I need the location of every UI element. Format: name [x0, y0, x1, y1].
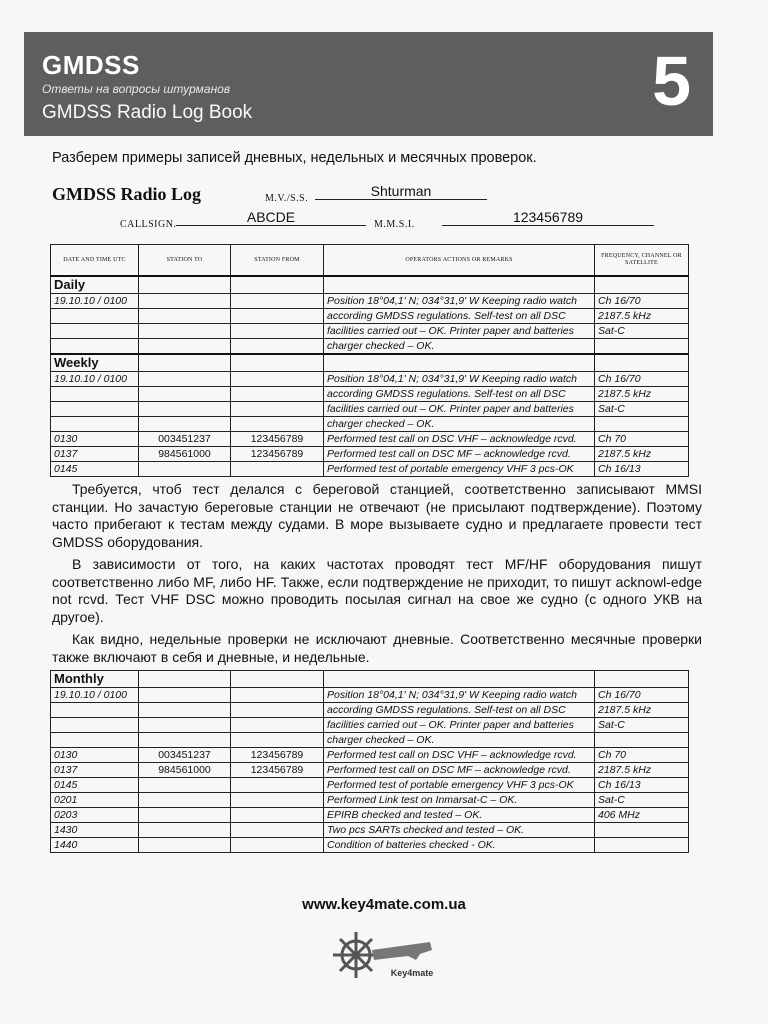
cell-frequency — [595, 823, 689, 838]
cell-date: 0201 — [51, 793, 139, 808]
table-row — [51, 339, 689, 355]
cell-station-from: 123456789 — [231, 432, 324, 447]
cell-date: 19.10.10 / 0100 — [51, 372, 139, 387]
table-row — [51, 823, 689, 838]
cell-remarks: Performed test of portable emergency VHF 3 pcs-OK — [324, 778, 595, 793]
table-row — [51, 748, 689, 763]
cell-frequency: 2187.5 kHz — [595, 387, 689, 402]
cell-frequency: 2187.5 kHz — [595, 309, 689, 324]
table-row — [51, 688, 689, 703]
cell-station-from — [231, 462, 324, 477]
cell-frequency: Sat-C — [595, 402, 689, 417]
cell-frequency: Ch 70 — [595, 748, 689, 763]
cell-frequency: Ch 16/13 — [595, 778, 689, 793]
cell-station-from — [231, 372, 324, 387]
cell-station-to — [139, 387, 231, 402]
cell-frequency: 406 MHz — [595, 808, 689, 823]
col-station-from: STATION FROM — [231, 245, 324, 277]
cell-remarks: EPIRB checked and tested – OK. — [324, 808, 595, 823]
cell-remarks: Performed test call on DSC VHF – acknowledge rcvd. — [324, 432, 595, 447]
cell-station-to: 984561000 — [139, 447, 231, 462]
cell-date: 1440 — [51, 838, 139, 853]
callsign-value: ABCDE — [176, 209, 366, 226]
cell-station-from — [231, 808, 324, 823]
cell-frequency — [595, 838, 689, 853]
cell-frequency — [595, 733, 689, 748]
cell-date: 0145 — [51, 778, 139, 793]
table-row — [51, 372, 689, 387]
cell-remarks: Performed test call on DSC MF – acknowledge rcvd. — [324, 763, 595, 778]
log-title: GMDSS Radio Log — [52, 184, 202, 204]
cell-station-from — [231, 417, 324, 432]
chapter-number: 5 — [652, 42, 691, 120]
cell-frequency: 2187.5 kHz — [595, 703, 689, 718]
log-table-monthly — [50, 670, 689, 853]
table-row — [51, 763, 689, 778]
cell-station-from: 123456789 — [231, 748, 324, 763]
cell-remarks: Position 18°04,1' N; 034°31,9' W Keeping radio watch — [324, 372, 595, 387]
cell-station-to: 984561000 — [139, 763, 231, 778]
table-header-row — [51, 245, 689, 277]
cell-station-to — [139, 372, 231, 387]
cell-frequency: 2187.5 kHz — [595, 763, 689, 778]
cell-station-from — [231, 688, 324, 703]
cell-station-to — [139, 339, 231, 355]
section-label: Weekly — [51, 354, 139, 372]
cell-date — [51, 417, 139, 432]
cell-station-from — [231, 838, 324, 853]
cell-date — [51, 733, 139, 748]
cell-station-from — [231, 294, 324, 309]
cell-date: 1430 — [51, 823, 139, 838]
cell-station-to — [139, 808, 231, 823]
col-frequency: FREQUENCY, CHANNEL OR SATELLITE — [595, 245, 689, 277]
mvss-label: M.V./S.S. — [265, 193, 309, 204]
cell-station-from: 123456789 — [231, 763, 324, 778]
cell-station-to — [139, 793, 231, 808]
cell-remarks: according GMDSS regulations. Self-test on all DSC — [324, 309, 595, 324]
cell-frequency: Sat-C — [595, 324, 689, 339]
table-row — [51, 309, 689, 324]
website-url: www.key4mate.com.ua — [302, 896, 466, 913]
cell-station-to — [139, 733, 231, 748]
key4mate-logo — [322, 920, 442, 990]
cell-remarks: facilities carried out – OK. Printer paper and batteries — [324, 402, 595, 417]
table-row — [51, 808, 689, 823]
key-icon — [372, 942, 432, 960]
cell-remarks: Position 18°04,1' N; 034°31,9' W Keeping radio watch — [324, 294, 595, 309]
table-row — [51, 402, 689, 417]
cell-station-to: 003451237 — [139, 432, 231, 447]
cell-remarks: Performed test call on DSC VHF – acknowledge rcvd. — [324, 748, 595, 763]
table-row — [51, 778, 689, 793]
cell-station-from — [231, 718, 324, 733]
ship-wheel-icon — [333, 932, 379, 978]
cell-remarks: facilities carried out – OK. Printer paper and batteries — [324, 718, 595, 733]
cell-station-from — [231, 823, 324, 838]
cell-remarks: facilities carried out – OK. Printer paper and batteries — [324, 324, 595, 339]
cell-remarks: according GMDSS regulations. Self-test on all DSC — [324, 387, 595, 402]
cell-station-to — [139, 703, 231, 718]
paragraph: Требуется, чтоб тест делался с береговой станцией, соответственно записывают MMSI станции. Но зачастую береговые станции не отвечают (не присылают подтверждение). Поэтому часто прибегают к тестам между судами. В море вызываете судно и предлагаете провести тест GMDSS оборудования. — [52, 481, 702, 550]
table-row — [51, 462, 689, 477]
table-row — [51, 838, 689, 853]
section-row-weekly — [51, 354, 689, 372]
section-row-monthly — [51, 671, 689, 688]
col-remarks: OPERATORS ACTIONS OR REMARKS — [324, 245, 595, 277]
cell-frequency: Ch 16/70 — [595, 372, 689, 387]
cell-date — [51, 718, 139, 733]
cell-date: 0130 — [51, 432, 139, 447]
cell-station-from — [231, 793, 324, 808]
cell-frequency: 2187.5 kHz — [595, 447, 689, 462]
table-row — [51, 718, 689, 733]
paragraph: В зависимости от того, на каких частотах проводят тест MF/HF оборудования пишут соответственно либо MF, либо HF. Также, если подтверждение не приходит, то пишут acknowl-edge not rcvd. Тест VHF DSC можно проводить посылая сигнал на свое же судно (с одного УКВ на другое). — [52, 556, 702, 625]
cell-date: 19.10.10 / 0100 — [51, 294, 139, 309]
mmsi-label: M.M.S.I. — [374, 219, 415, 230]
cell-date — [51, 309, 139, 324]
paragraph: Как видно, недельные проверки не исключают дневные. Соответственно месячные проверки также включают в себя и дневные, и недельные. — [52, 631, 702, 665]
cell-remarks: Performed Link test on Inmarsat-C – OK. — [324, 793, 595, 808]
cell-station-to — [139, 688, 231, 703]
cell-station-to — [139, 309, 231, 324]
cell-date: 0137 — [51, 447, 139, 462]
cell-remarks: according GMDSS regulations. Self-test on all DSC — [324, 703, 595, 718]
cell-station-from — [231, 733, 324, 748]
cell-date — [51, 339, 139, 355]
cell-station-to — [139, 838, 231, 853]
table-row — [51, 417, 689, 432]
table-row — [51, 733, 689, 748]
header-book-title: GMDSS Radio Log Book — [42, 102, 253, 123]
logo-text: Key4mate — [390, 968, 434, 978]
cell-date — [51, 703, 139, 718]
cell-date: 0137 — [51, 763, 139, 778]
mvss-value: Shturman — [315, 183, 487, 200]
cell-station-to — [139, 778, 231, 793]
cell-station-to — [139, 823, 231, 838]
cell-station-to — [139, 417, 231, 432]
table-row — [51, 447, 689, 462]
cell-date: 0145 — [51, 462, 139, 477]
cell-remarks: Condition of batteries checked - OK. — [324, 838, 595, 853]
cell-frequency — [595, 417, 689, 432]
cell-station-to — [139, 294, 231, 309]
cell-date — [51, 387, 139, 402]
cell-station-to — [139, 462, 231, 477]
cell-station-to — [139, 718, 231, 733]
mmsi-value: 123456789 — [442, 209, 654, 226]
cell-remarks: charger checked – OK. — [324, 339, 595, 355]
cell-remarks: Position 18°04,1' N; 034°31,9' W Keeping radio watch — [324, 688, 595, 703]
cell-remarks: charger checked – OK. — [324, 417, 595, 432]
cell-station-from — [231, 402, 324, 417]
cell-date: 0203 — [51, 808, 139, 823]
cell-frequency: Ch 16/13 — [595, 462, 689, 477]
section-label: Daily — [51, 276, 139, 294]
cell-station-from — [231, 339, 324, 355]
cell-station-to — [139, 402, 231, 417]
cell-station-from — [231, 778, 324, 793]
table-row — [51, 324, 689, 339]
table-row — [51, 294, 689, 309]
intro-text: Разберем примеры записей дневных, недельных и месячных проверок. — [52, 150, 537, 166]
cell-frequency — [595, 339, 689, 355]
cell-station-from — [231, 309, 324, 324]
cell-station-to — [139, 324, 231, 339]
cell-remarks: Performed test of portable emergency VHF 3 pcs-OK — [324, 462, 595, 477]
table-row — [51, 703, 689, 718]
cell-remarks: charger checked – OK. — [324, 733, 595, 748]
table-row — [51, 793, 689, 808]
section-label: Monthly — [51, 671, 139, 688]
col-station-to: STATION TO — [139, 245, 231, 277]
header-subtitle: Ответы на вопросы штурманов — [42, 82, 231, 96]
col-date: DATE AND TIME UTC — [51, 245, 139, 277]
cell-station-from: 123456789 — [231, 447, 324, 462]
cell-date: 19.10.10 / 0100 — [51, 688, 139, 703]
table-row — [51, 432, 689, 447]
cell-remarks: Two pcs SARTs checked and tested – OK. — [324, 823, 595, 838]
cell-frequency: Ch 16/70 — [595, 294, 689, 309]
header-title: GMDSS — [42, 50, 140, 80]
cell-station-from — [231, 703, 324, 718]
cell-date: 0130 — [51, 748, 139, 763]
log-table-daily-weekly — [50, 244, 689, 477]
cell-date — [51, 324, 139, 339]
cell-remarks: Performed test call on DSC MF – acknowledge rcvd. — [324, 447, 595, 462]
cell-frequency: Sat-C — [595, 718, 689, 733]
cell-date — [51, 402, 139, 417]
cell-frequency: Ch 16/70 — [595, 688, 689, 703]
cell-station-to: 003451237 — [139, 748, 231, 763]
section-row-daily — [51, 276, 689, 294]
table-row — [51, 387, 689, 402]
cell-station-from — [231, 324, 324, 339]
chapter-header — [24, 32, 713, 136]
cell-frequency: Ch 70 — [595, 432, 689, 447]
callsign-label: CALLSIGN. — [120, 219, 177, 230]
cell-station-from — [231, 387, 324, 402]
cell-frequency: Sat-C — [595, 793, 689, 808]
